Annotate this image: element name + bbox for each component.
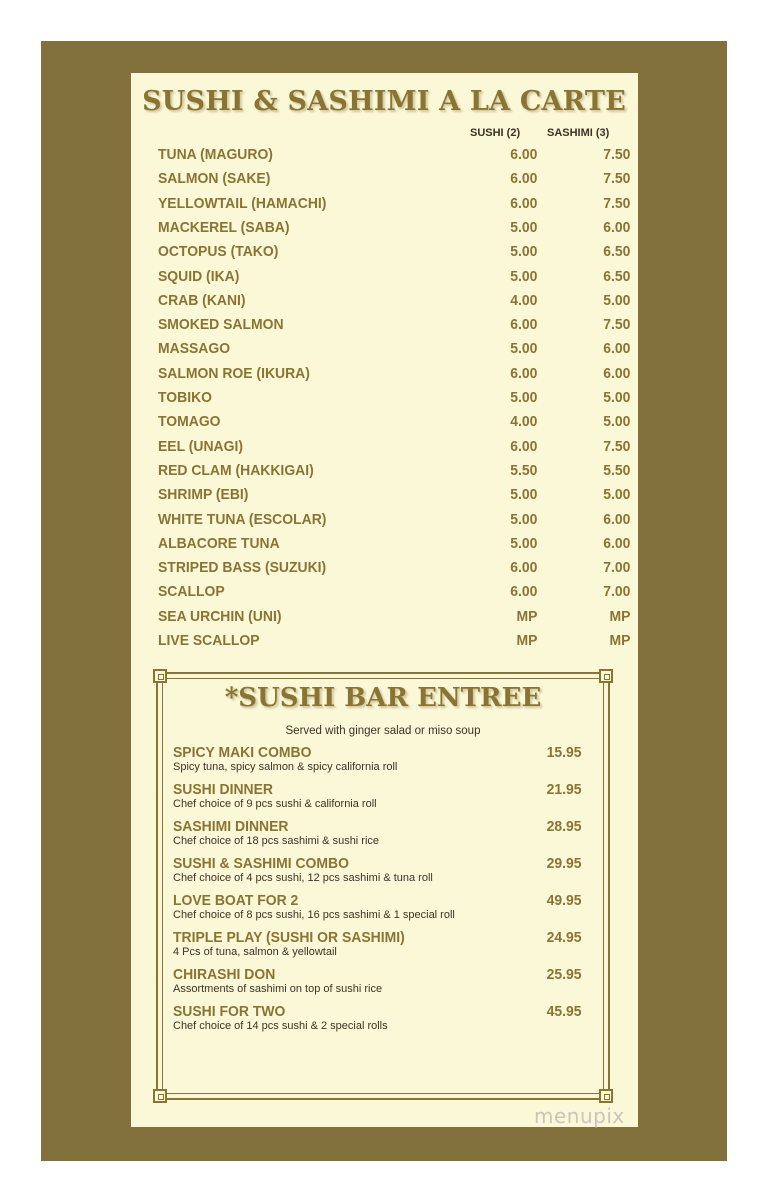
corner-ornament	[599, 669, 613, 683]
menu-item-row	[158, 170, 631, 194]
alacarte-title: SUSHI & SASHIMI A LA CARTE	[142, 86, 626, 117]
item-name: TUNA (MAGURO)	[158, 146, 273, 163]
sushi-price: 5.00	[510, 243, 538, 261]
entree-name: SUSHI & SASHIMI COMBO	[173, 855, 349, 872]
entree-description: Chef choice of 4 pcs sushi, 12 pcs sashimi & tuna roll	[173, 872, 433, 884]
entree-item	[173, 781, 588, 817]
item-name: SMOKED SALMON	[158, 316, 284, 334]
entree-price: 15.95	[547, 744, 582, 761]
menu-item-row	[158, 364, 631, 389]
item-name: CRAB (KANI)	[158, 291, 246, 309]
menu-item-row	[158, 510, 631, 535]
sushi-price: 6.00	[510, 316, 538, 334]
item-name: YELLOWTAIL (HAMACHI)	[158, 194, 327, 212]
entree-price: 29.95	[547, 855, 582, 872]
item-name: WHITE TUNA (ESCOLAR)	[158, 510, 327, 528]
sashimi-price: 6.00	[603, 364, 631, 382]
sushi-price: MP	[516, 607, 538, 625]
menu-item-row	[158, 267, 631, 292]
item-name: SCALLOP	[158, 583, 225, 601]
item-name: ALBACORE TUNA	[158, 534, 280, 552]
sashimi-price: 7.50	[603, 170, 631, 188]
menu-item-row	[158, 146, 631, 170]
entree-name: CHIRASHI DON	[173, 966, 276, 983]
sashimi-price: 5.00	[603, 486, 631, 504]
entree-price: 25.95	[547, 966, 582, 983]
menu-item-row	[158, 607, 631, 632]
menu-item-row	[158, 632, 631, 656]
sushi-price: 6.00	[510, 559, 538, 577]
item-name: SEA URCHIN (UNI)	[158, 607, 282, 625]
sashimi-price: 6.00	[603, 510, 631, 528]
entree-price: 49.95	[547, 892, 582, 909]
entree-description: Spicy tuna, spicy salmon & spicy california roll	[173, 761, 398, 773]
menu-item-row	[158, 243, 631, 267]
item-name: RED CLAM (HAKKIGAI)	[158, 461, 314, 479]
sashimi-price: 6.50	[603, 243, 631, 261]
sashimi-price: MP	[609, 632, 631, 649]
sashimi-price: 7.00	[603, 559, 631, 577]
corner-ornament	[153, 669, 167, 683]
sushi-price: 6.00	[510, 583, 538, 601]
sushi-price: 5.00	[510, 510, 538, 528]
item-name: TOMAGO	[158, 413, 221, 431]
sashimi-price: 6.50	[603, 267, 631, 285]
entree-description: Assortments of sashimi on top of sushi rice	[173, 983, 383, 995]
menu-item-row	[158, 583, 631, 607]
corner-ornament	[599, 1089, 613, 1103]
menu-item-row	[158, 340, 631, 364]
sushi-price: 5.00	[510, 486, 538, 504]
sushi-price: 6.00	[510, 364, 538, 382]
entree-description: Chef choice of 8 pcs sushi, 16 pcs sashimi & 1 special roll	[173, 909, 455, 921]
item-name: STRIPED BASS (SUZUKI)	[158, 559, 327, 577]
sashimi-price: 5.00	[603, 413, 631, 431]
item-name: SALMON ROE (IKURA)	[158, 364, 310, 382]
sashimi-column-header: SASHIMI (3)	[547, 127, 610, 139]
sashimi-price: 7.00	[603, 583, 631, 601]
sushi-price: 5.50	[510, 461, 538, 479]
menu-item-row	[158, 559, 631, 583]
sashimi-price: 6.00	[603, 218, 631, 236]
sashimi-price: 5.50	[603, 461, 631, 479]
sashimi-price: 7.50	[603, 146, 631, 163]
entree-title: *SUSHI BAR ENTREE	[224, 683, 542, 713]
entree-item	[173, 855, 588, 891]
menu-item-row	[158, 437, 631, 462]
entree-name: SUSHI FOR TWO	[173, 1003, 286, 1020]
sushi-price: 5.00	[510, 267, 538, 285]
entree-price: 24.95	[547, 929, 582, 946]
menu-item-row	[158, 461, 631, 486]
sashimi-price: 5.00	[603, 291, 631, 309]
sushi-price: 6.00	[510, 194, 538, 212]
sushi-price: 4.00	[510, 413, 538, 431]
item-name: MACKEREL (SABA)	[158, 218, 290, 236]
item-name: SALMON (SAKE)	[158, 170, 271, 188]
menu-item-row	[158, 316, 631, 340]
sushi-price: 6.00	[510, 170, 538, 188]
sushi-price: 6.00	[510, 437, 538, 455]
entree-price: 28.95	[547, 818, 582, 835]
sashimi-price: 5.00	[603, 389, 631, 406]
item-name: TOBIKO	[158, 389, 212, 406]
entree-item	[173, 1003, 588, 1039]
entree-item	[173, 929, 588, 965]
item-name: LIVE SCALLOP	[158, 632, 260, 649]
entree-name: LOVE BOAT FOR 2	[173, 892, 299, 909]
entree-description: 4 Pcs of tuna, salmon & yellowtail	[173, 946, 337, 958]
menu-item-row	[158, 291, 631, 316]
sushi-column-header: SUSHI (2)	[470, 127, 521, 139]
menu-item-row	[158, 194, 631, 219]
item-name: OCTOPUS (TAKO)	[158, 243, 279, 261]
entree-name: SASHIMI DINNER	[173, 818, 289, 835]
entree-description: Chef choice of 9 pcs sushi & california roll	[173, 798, 377, 810]
sushi-price: MP	[516, 632, 538, 649]
entree-name: TRIPLE PLAY (SUSHI OR SASHIMI)	[173, 929, 405, 946]
sushi-price: 5.00	[510, 389, 538, 406]
menu-item-row	[158, 486, 631, 510]
sashimi-price: MP	[609, 607, 631, 625]
sashimi-price: 6.00	[603, 340, 631, 358]
menu-item-row	[158, 413, 631, 437]
menu-item-row	[158, 534, 631, 559]
sushi-price: 5.00	[510, 340, 538, 358]
entree-item	[173, 744, 588, 780]
corner-ornament	[153, 1089, 167, 1103]
sushi-price: 4.00	[510, 291, 538, 309]
sushi-price: 6.00	[510, 146, 538, 163]
sashimi-price: 7.50	[603, 194, 631, 212]
sashimi-price: 7.50	[603, 437, 631, 455]
sushi-price: 5.00	[510, 534, 538, 552]
menu-item-row	[158, 218, 631, 243]
entree-price: 45.95	[547, 1003, 582, 1020]
entree-subtitle: Served with ginger salad or miso soup	[285, 725, 481, 737]
entree-name: SPICY MAKI COMBO	[173, 744, 312, 761]
entree-price: 21.95	[547, 781, 582, 798]
entree-item	[173, 966, 588, 1002]
item-name: SHRIMP (EBI)	[158, 486, 249, 504]
menu-item-row	[158, 389, 631, 413]
watermark: menupix	[534, 1104, 625, 1128]
sashimi-price: 7.50	[603, 316, 631, 334]
sashimi-price: 6.00	[603, 534, 631, 552]
sushi-price: 5.00	[510, 218, 538, 236]
entree-description: Chef choice of 14 pcs sushi & 2 special rolls	[173, 1020, 388, 1032]
entree-description: Chef choice of 18 pcs sashimi & sushi rice	[173, 835, 380, 847]
entree-name: SUSHI DINNER	[173, 781, 273, 798]
item-name: MASSAGO	[158, 340, 231, 358]
entree-item	[173, 892, 588, 928]
item-name: SQUID (IKA)	[158, 267, 240, 285]
item-name: EEL (UNAGI)	[158, 437, 244, 455]
entree-item	[173, 818, 588, 854]
